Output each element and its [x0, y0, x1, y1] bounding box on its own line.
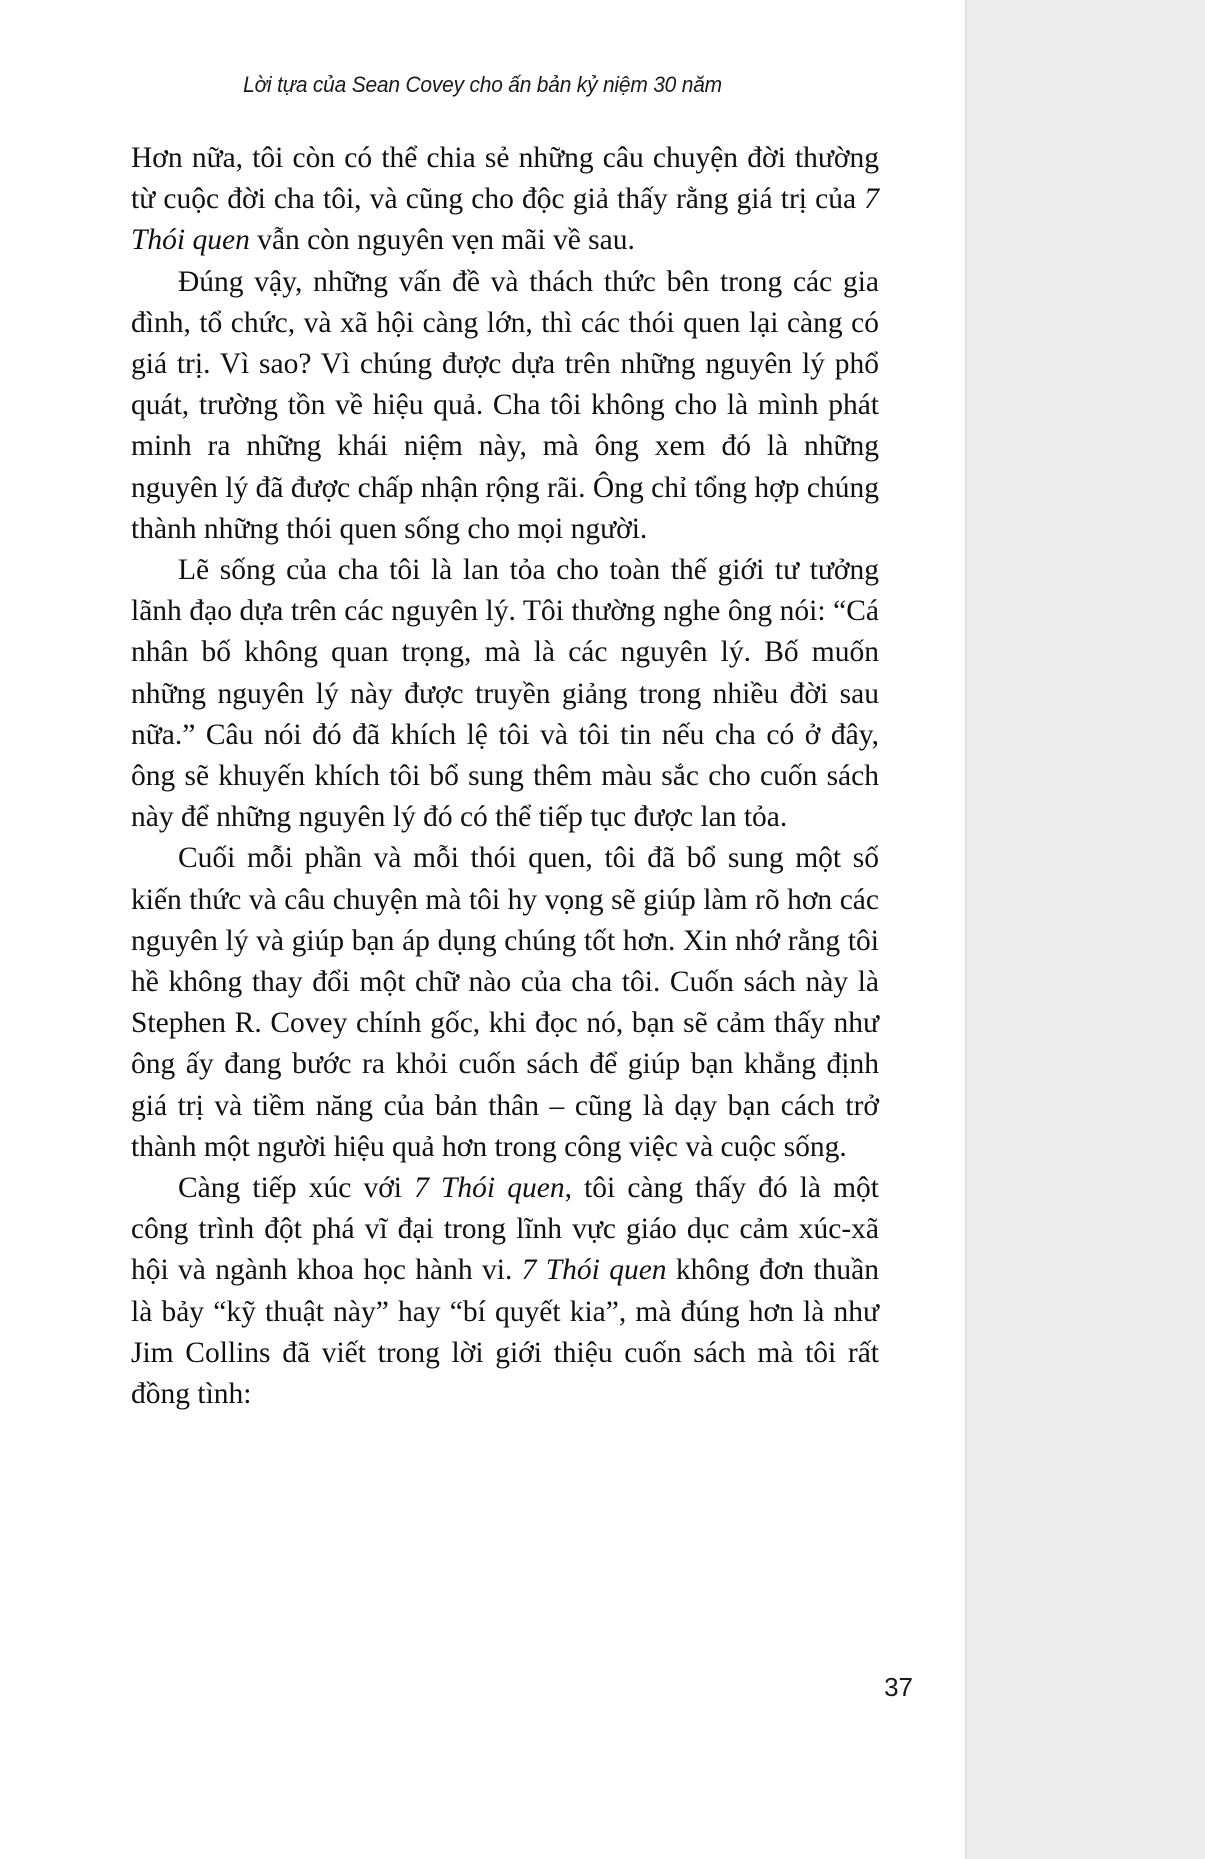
italic-title-run: 7 Thói quen — [131, 183, 879, 257]
page-outer-gutter — [965, 0, 1205, 1859]
running-head: Lời tựa của Sean Covey cho ấn bản kỷ niệm 30 năm — [243, 72, 722, 97]
text-run: Cuối mỗi phần và mỗi thói quen, tôi đã bổ sung một số kiến thức và câu chuyện mà tôi hy vọng sẽ giúp làm rõ hơn các nguyên lý và giúp bạn áp dụng chúng tốt hơn. Xin nhớ rằng tôi hề không thay đổi một chữ nào của cha tôi. Cuốn sách này là Stephen R. Covey chính gốc, khi đọc nó, bạn sẽ cảm thấy như ông ấy đang bước ra khỏi cuốn sách để giúp bạn khẳng định giá trị và tiềm năng của bản thân – cũng là dạy bạn cách trở thành một người hiệu quả hơn trong công việc và cuộc sống. — [131, 842, 879, 1163]
body-paragraph — [131, 838, 879, 1168]
body-paragraph — [131, 138, 879, 262]
text-run: Lẽ sống của cha tôi là lan tỏa cho toàn thế giới tư tưởng lãnh đạo dựa trên các nguyên lý. Tôi thường nghe ông nói: “Cá nhân bố không quan trọng, mà là các nguyên lý. Bố muốn những nguyên lý này được truyền giảng trong nhiều đời sau nữa.” Câu nói đó đã khích lệ tôi và tôi tin nếu cha có ở đây, ông sẽ khuyến khích tôi bổ sung thêm màu sắc cho cuốn sách này để những nguyên lý đó có thể tiếp tục được lan tỏa. — [131, 554, 879, 834]
body-paragraph — [131, 1168, 879, 1415]
page-number: 37 — [884, 1672, 913, 1702]
text-run: không đơn thuần là bảy “kỹ thuật này” hay “bí quyết kia”, mà đúng hơn là như Jim Collins đã viết trong lời giới thiệu cuốn sách mà tôi rất đồng tình: — [131, 1254, 879, 1411]
text-run: , tôi càng thấy đó là một công trình đột phá vĩ đại trong lĩnh vực giáo dục cảm xúc-xã hội và ngành khoa học hành vi. — [131, 1172, 879, 1287]
text-run: Càng tiếp xúc với — [178, 1172, 415, 1205]
body-paragraph — [131, 550, 879, 838]
text-run: Hơn nữa, tôi còn có thể chia sẻ những câu chuyện đời thường từ cuộc đời cha tôi, và cũng cho độc giả thấy rằng giá trị của — [131, 142, 879, 216]
italic-title-run: 7 Thói quen — [521, 1254, 667, 1287]
body-paragraph — [131, 262, 879, 550]
italic-title-run: 7 Thói quen — [414, 1172, 565, 1205]
text-run: vẫn còn nguyên vẹn mãi về sau. — [249, 224, 635, 257]
text-run: Đúng vậy, những vấn đề và thách thức bên trong các gia đình, tổ chức, và xã hội càng lớn, thì các thói quen lại càng có giá trị. Vì sao? Vì chúng được dựa trên những nguyên lý phổ quát, trường tồn về hiệu quả. Cha tôi không cho là mình phát minh ra những khái niệm này, mà ông xem đó là những nguyên lý đã được chấp nhận rộng rãi. Ông chỉ tổng hợp chúng thành những thói quen sống cho mọi người. — [131, 265, 879, 545]
body-text-column — [131, 138, 879, 1415]
page-edge-divider — [965, 0, 967, 1859]
